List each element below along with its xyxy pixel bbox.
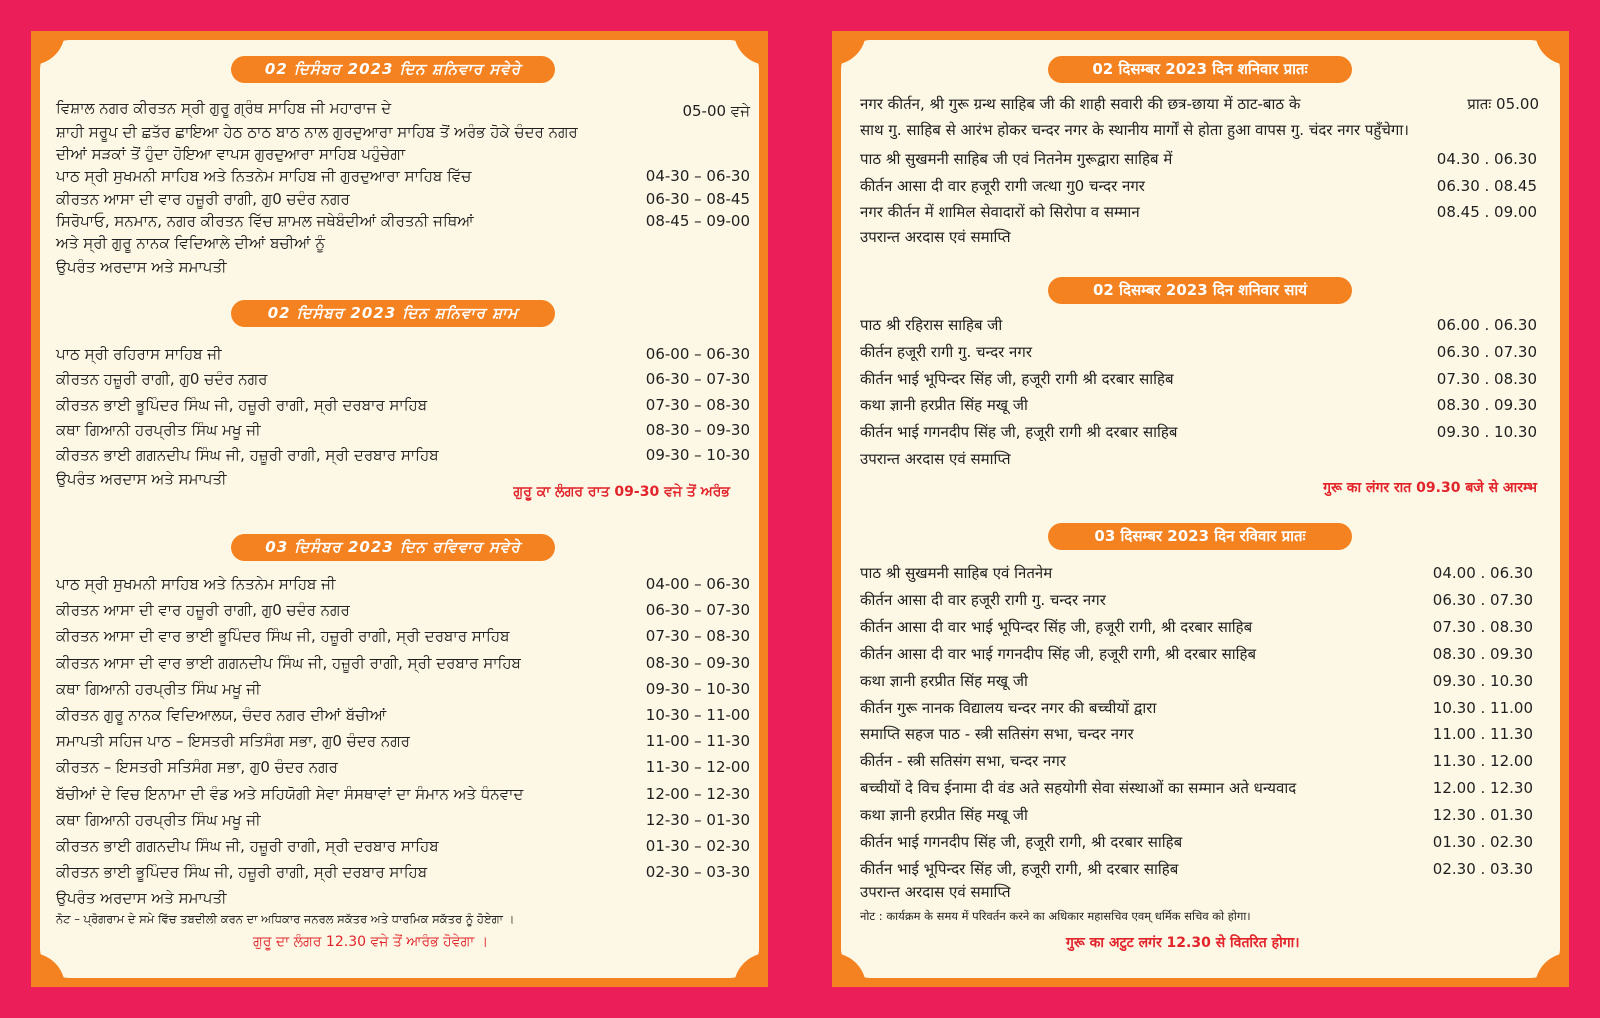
schedule-time: 02.30 . 03.30: [1432, 859, 1533, 878]
program-line: ਅਤੇ ਸ੍ਰੀ ਗੁਰੂ ਨਾਨਕ ਵਿਦਿਆਲੇ ਦੀਆਂ ਬਚੀਆਂ ਨੂੰ: [56, 234, 326, 252]
schedule-row: [56, 211, 750, 231]
schedule-row: [56, 344, 750, 364]
schedule-time: 06.30 . 08.45: [1436, 176, 1537, 195]
schedule-time: 06.30 . 07.30: [1432, 590, 1533, 609]
schedule-row: [860, 149, 1537, 169]
schedule-item: ਪਾਠ ਸ੍ਰੀ ਰਹਿਰਾਸ ਸਾਹਿਬ ਜੀ: [56, 345, 222, 363]
schedule-time: 06-00 – 06-30: [645, 345, 750, 363]
closing-line: उपरान्त अरदास एवं समाप्ति: [860, 883, 1011, 901]
schedule-item: पाठ श्री सुखमनी साहिब जी एवं नितनेम गुरूद्वारा साहिब में: [860, 150, 1173, 168]
schedule-item: ਕੀਰਤਨ ਭਾਈ ਭੂਪਿੰਦਰ ਸਿੰਘ ਜੀ, ਹਜ਼ੂਰੀ ਰਾਗੀ, ਸ੍ਰੀ ਦਰਬਾਰ ਸਾਹਿਬ: [56, 863, 428, 882]
schedule-time: 08.30 . 09.30: [1436, 396, 1537, 415]
schedule-time: 11-30 – 12-00: [645, 758, 750, 777]
schedule-time: 07.30 . 08.30: [1436, 369, 1537, 388]
schedule-item: नगर कीर्तन में शामिल सेवादारों को सिरोपा व सम्मान: [860, 203, 1140, 221]
schedule-time: 04-30 – 06-30: [645, 167, 750, 185]
schedule-row: [56, 574, 750, 594]
schedule-item: पाठ श्री सुखमनी साहिब एवं नितनेम: [860, 564, 1053, 582]
schedule-time: 11.00 . 11.30: [1432, 725, 1533, 744]
schedule-time: 08-30 – 09-30: [645, 420, 750, 439]
schedule-time: 12.00 . 12.30: [1432, 779, 1533, 798]
schedule-time: 10.30 . 11.00: [1432, 698, 1533, 717]
schedule-item: बच्चीयों दे विच ईनामा दी वंड अते सहयोगी सेवा संस्थाओं का सम्मान अते धन्यवाद: [860, 779, 1297, 798]
langar-notice: ਗੁਰੂ ਦਾ ਲੰਗਰ 12.30 ਵਜੇ ਤੋਂ ਆਰੰਭ ਹੋਵੇਗਾ ।: [253, 934, 489, 950]
schedule-row: [860, 395, 1537, 415]
schedule-item: ਕੀਰਤਨ ਭਾਈ ਗਗਨਦੀਪ ਸਿੰਘ ਜੀ, ਹਜ਼ੂਰੀ ਰਾਗੀ, ਸ੍ਰੀ ਦਰਬਾਰ ਸਾਹਿਬ: [56, 446, 439, 465]
schedule-item: ਕਥਾ ਗਿਆਨੀ ਹਰਪ੍ਰੀਤ ਸਿੰਘ ਮਖੂ ਜੀ: [56, 420, 261, 439]
schedule-row: [56, 836, 750, 856]
schedule-row: [56, 784, 750, 804]
schedule-row: [860, 751, 1533, 771]
schedule-row: [860, 778, 1533, 798]
schedule-row: [56, 679, 750, 699]
schedule-row: [860, 590, 1533, 610]
schedule-time: 06-30 – 08-45: [645, 189, 750, 208]
schedule-time: 11.30 . 12.00: [1432, 752, 1533, 771]
schedule-time: 06-30 – 07-30: [645, 370, 750, 389]
schedule-item: कथा ज्ञानी हरप्रीत सिंह मखू जी: [860, 396, 1028, 415]
schedule-row: [56, 369, 750, 389]
schedule-row: [56, 705, 750, 725]
schedule-item: ਪਾਠ ਸ੍ਰੀ ਸੁਖਮਨੀ ਸਾਹਿਬ ਅਤੇ ਨਿਤਨੇਮ ਸਾਹਿਬ ਜੀ ਗੁਰਦੁਆਰਾ ਸਾਹਿਬ ਵਿੱਚ: [56, 167, 472, 185]
schedule-time: 08.30 . 09.30: [1432, 644, 1533, 663]
schedule-row: [56, 445, 750, 465]
langar-notice: गुरू का लंगर रात 09.30 बजे से आरम्भ: [1323, 480, 1537, 496]
schedule-item: ਕੀਰਤਨ ਆਸਾ ਦੀ ਵਾਰ ਭਾਈ ਗਗਨਦੀਪ ਸਿੰਘ ਜੀ, ਹਜ਼ੂਰੀ ਰਾਗੀ, ਸ੍ਰੀ ਦਰਬਾਰ ਸਾਹਿਬ: [56, 653, 521, 672]
langar-notice: ਗੁਰੂ ਕਾ ਲੰਗਰ ਰਾਤ 09-30 ਵਜੇ ਤੋਂ ਅਰੰਭ: [513, 484, 730, 500]
schedule-row: [56, 166, 750, 186]
schedule-row: [860, 369, 1537, 389]
schedule-row: [56, 757, 750, 777]
punjabi-program-panel: [31, 31, 768, 987]
closing-line: ਉਪਰੰਤ ਅਰਦਾਸ ਅਤੇ ਸਮਾਪਤੀ: [56, 470, 227, 488]
program-time: 05-00 ਵਜੇ: [682, 102, 750, 120]
schedule-item: कथा ज्ञानी हरप्रीत सिंह मखू जी: [860, 806, 1028, 825]
schedule-item: कीर्तन आसा दी वार हजूरी रागी जत्था गु0 चन्दर नगर: [860, 176, 1145, 195]
schedule-item: ਸਿਰੋਪਾਓ, ਸਨਮਾਨ, ਨਗਰ ਕੀਰਤਨ ਵਿੱਚ ਸ਼ਾਮਲ ਜਥੇਬੰਦੀਆਂ ਕੀਰਤਨੀ ਜਥਿਆਂ: [56, 212, 474, 230]
schedule-item: कीर्तन भाई भूपिन्दर सिंह जी, हजूरी रागी, श्री दरबार साहिब: [860, 859, 1179, 878]
schedule-time: 04.00 . 06.30: [1432, 564, 1533, 582]
program-line: ਵਿਸ਼ਾਲ ਨਗਰ ਕੀਰਤਨ ਸ੍ਰੀ ਗੁਰੂ ਗ੍ਰੰਥ ਸਾਹਿਬ ਜੀ ਮਹਾਰਾਜ ਦੇ: [56, 99, 392, 117]
schedule-time: 06-30 – 07-30: [645, 601, 750, 620]
schedule-item: पाठ श्री रहिरास साहिब जी: [860, 316, 1003, 334]
schedule-time: 12-30 – 01-30: [645, 810, 750, 829]
schedule-item: कीर्तन गुरू नानक विद्यालय चन्दर नगर की बच्चीयों द्वारा: [860, 698, 1157, 717]
schedule-row: [860, 202, 1537, 222]
schedule-item: ਕੀਰਤਨ ਭਾਈ ਭੂਪਿੰਦਰ ਸਿੰਘ ਜੀ, ਹਜ਼ੂਰੀ ਰਾਗੀ, ਸ੍ਰੀ ਦਰਬਾਰ ਸਾਹਿਬ: [56, 395, 428, 414]
schedule-row: [860, 315, 1537, 335]
schedule-row: [860, 832, 1533, 852]
schedule-item: ਕੀਰਤਨ ਗੁਰੂ ਨਾਨਕ ਵਿਦਿਆਲਯ, ਚੰਦਰ ਨਗਰ ਦੀਆਂ ਬੱਚੀਆਂ: [56, 706, 387, 724]
schedule-time: 12.30 . 01.30: [1432, 806, 1533, 825]
section-title-sunday-morning: 03 ਦਿਸੰਬਰ 2023 ਦਿਨ ਰਵਿਵਾਰ ਸਵੇਰੇ: [231, 534, 555, 561]
section-title-saturday-evening: 02 दिसम्बर 2023 दिन शनिवार सायं: [1048, 277, 1352, 304]
schedule-time: 09-30 – 10-30: [645, 446, 750, 465]
schedule-time: 07.30 . 08.30: [1432, 617, 1533, 636]
schedule-item: ਕਥਾ ਗਿਆਨੀ ਹਰਪ੍ਰੀਤ ਸਿੰਘ ਮਖੂ ਜੀ: [56, 810, 261, 829]
schedule-row: [56, 600, 750, 620]
schedule-row: [860, 698, 1533, 718]
schedule-row: [860, 644, 1533, 664]
schedule-item: ਕਥਾ ਗਿਆਨੀ ਹਰਪ੍ਰੀਤ ਸਿੰਘ ਮਖੂ ਜੀ: [56, 679, 261, 698]
hindi-program-panel: [832, 31, 1569, 987]
schedule-row: [860, 176, 1537, 196]
schedule-row: [56, 626, 750, 646]
schedule-time: 04.30 . 06.30: [1436, 150, 1537, 168]
schedule-time: 11-00 – 11-30: [645, 732, 750, 751]
schedule-row: [860, 563, 1533, 583]
schedule-item: कीर्तन आसा दी वार भाई भूपिन्दर सिंह जी, हजूरी रागी, श्री दरबार साहिब: [860, 617, 1253, 636]
program-line: नगर कीर्तन, श्री गुरू ग्रन्थ साहिब जी की शाही सवारी की छत्र-छाया में ठाट-बाठ के: [860, 95, 1301, 113]
schedule-time: 07-30 – 08-30: [645, 395, 750, 414]
schedule-time: 09.30 . 10.30: [1432, 671, 1533, 690]
schedule-time: 01.30 . 02.30: [1432, 833, 1533, 851]
schedule-time: 04-00 – 06-30: [645, 575, 750, 593]
schedule-row: [56, 810, 750, 830]
schedule-row: [860, 342, 1537, 362]
schedule-row: [56, 189, 750, 209]
schedule-row: [860, 671, 1533, 691]
langar-notice: गुरू का अटुट लगंर 12.30 से वितरित होगा।: [1066, 935, 1300, 951]
schedule-item: कथा ज्ञानी हरप्रीत सिंह मखू जी: [860, 671, 1028, 690]
section-title-saturday-evening: 02 ਦਿਸੰਬਰ 2023 ਦਿਨ ਸ਼ਨਿਵਾਰ ਸ਼ਾਮ: [231, 300, 555, 327]
schedule-row: [860, 422, 1537, 442]
schedule-time: 02-30 – 03-30: [645, 863, 750, 882]
schedule-item: कीर्तन हजूरी रागी गु. चन्दर नगर: [860, 342, 1032, 361]
section-title-sunday-morning: 03 दिसम्बर 2023 दिन रविवार प्रातः: [1048, 523, 1352, 550]
program-line: साथ गु. साहिब से आरंभ होकर चन्दर नगर के स्थानीय मार्गों से होता हुआ वापस गु. चंदर नगर पहुँचेगा।: [860, 121, 1409, 139]
schedule-item: ਕੀਰਤਨ ਆਸਾ ਦੀ ਵਾਰ ਹਜ਼ੂਰੀ ਰਾਗੀ, ਗੁ0 ਚਦੰਰ ਨਗਰ: [56, 601, 350, 620]
program-line: ਦੀਆਂ ਸੜਕਾਂ ਤੋਂ ਹੁੰਦਾ ਹੋਇਆ ਵਾਪਸ ਗੁਰਦੁਆਰਾ ਸਾਹਿਬ ਪਹੁੰਚੇਗਾ: [56, 145, 406, 163]
schedule-item: कीर्तन भाई गगनदीप सिंह जी, हजूरी रागी, श्री दरबार साहिब: [860, 833, 1183, 851]
schedule-item: कीर्तन आसा दी वार हजूरी रागी गु. चन्दर नगर: [860, 590, 1106, 609]
schedule-row: [56, 420, 750, 440]
program-time: प्रातः 05.00: [1467, 95, 1539, 113]
schedule-item: कीर्तन भाई गगनदीप सिंह जी, हजूरी रागी श्री दरबार साहिब: [860, 423, 1178, 442]
section-title-saturday-morning: 02 ਦਿਸੰਬਰ 2023 ਦਿਨ ਸ਼ਨਿਵਾਰ ਸਵੇਰੇ: [231, 56, 555, 83]
schedule-item: ਕੀਰਤਨ ਆਸਾ ਦੀ ਵਾਰ ਹਜ਼ੂਰੀ ਰਾਗੀ, ਗੁ0 ਚਦੰਰ ਨਗਰ: [56, 189, 350, 208]
schedule-item: ਕੀਰਤਨ ਭਾਈ ਗਗਨਦੀਪ ਸਿੰਘ ਜੀ, ਹਜ਼ੂਰੀ ਰਾਗੀ, ਸ੍ਰੀ ਦਰਬਾਰ ਸਾਹਿਬ: [56, 837, 439, 855]
schedule-time: 06.30 . 07.30: [1436, 342, 1537, 361]
schedule-item: ਪਾਠ ਸ੍ਰੀ ਸੁਖਮਨੀ ਸਾਹਿਬ ਅਤੇ ਨਿਤਨੇਮ ਸਾਹਿਬ ਜੀ: [56, 575, 336, 593]
program-note: ਨੋਟ – ਪ੍ਰੋਗਰਾਮ ਦੇ ਸਮੇ ਵਿੱਚ ਤਬਦੀਲੀ ਕਰਨ ਦਾ ਅਧਿਕਾਰ ਜਨਰਲ ਸਕੱਤਰ ਅਤੇ ਧਾਰਮਿਕ ਸਕੱਤਰ ਨੂੰ ਹੋਏਗਾ ।: [56, 912, 515, 926]
schedule-row: [56, 731, 750, 751]
schedule-time: 06.00 . 06.30: [1436, 316, 1537, 334]
schedule-row: [56, 653, 750, 673]
schedule-item: ਕੀਰਤਨ – ਇਸਤਰੀ ਸਤਿਸੰਗ ਸਭਾ, ਗੁ0 ਚੰਦਰ ਨਗਰ: [56, 758, 338, 777]
schedule-row: [860, 724, 1533, 744]
schedule-row: [860, 859, 1533, 879]
schedule-item: ਸਮਾਪਤੀ ਸਹਿਜ ਪਾਠ – ਇਸਤਰੀ ਸਤਿਸੰਗ ਸਭਾ, ਗੁ0 ਚੰਦਰ ਨਗਰ: [56, 732, 410, 751]
schedule-row: [860, 617, 1533, 637]
schedule-row: [56, 862, 750, 882]
schedule-item: समाप्ति सहज पाठ - स्त्री सतिसंग सभा, चन्दर नगर: [860, 725, 1134, 744]
schedule-item: ਬੱਚੀਆਂ ਦੇ ਵਿਚ ਇਨਾਮਾ ਦੀ ਵੰਡ ਅਤੇ ਸਹਿਯੋਗੀ ਸੇਵਾ ਸੰਸਥਾਵਾਂ ਦਾ ਸੰਮਾਨ ਅਤੇ ਧੰਨਵਾਦ: [56, 784, 524, 803]
closing-line: उपरान्त अरदास एवं समाप्ति: [860, 450, 1011, 468]
closing-line: ਉਪਰੰਤ ਅਰਦਾਸ ਅਤੇ ਸਮਾਪਤੀ: [56, 258, 227, 276]
schedule-time: 01-30 – 02-30: [645, 837, 750, 855]
section-title-saturday-morning: 02 दिसम्बर 2023 दिन शनिवार प्रातः: [1048, 56, 1352, 83]
schedule-item: कीर्तन भाई भूपिन्दर सिंह जी, हजूरी रागी श्री दरबार साहिब: [860, 369, 1174, 388]
schedule-time: 08-30 – 09-30: [645, 653, 750, 672]
schedule-time: 12-00 – 12-30: [645, 784, 750, 803]
schedule-time: 08-45 – 09-00: [645, 212, 750, 230]
closing-line: उपरान्त अरदास एवं समाप्ति: [860, 228, 1011, 246]
schedule-time: 10-30 – 11-00: [645, 706, 750, 724]
schedule-item: कीर्तन - स्त्री सतिसंग सभा, चन्दर नगर: [860, 752, 1066, 771]
schedule-row: [860, 805, 1533, 825]
schedule-item: ਕੀਰਤਨ ਹਜ਼ੂਰੀ ਰਾਗੀ, ਗੁ0 ਚਦੰਰ ਨਗਰ: [56, 370, 268, 389]
schedule-time: 08.45 . 09.00: [1436, 203, 1537, 221]
program-line: ਸ਼ਾਹੀ ਸਰੂਪ ਦੀ ਛਤੱਰ ਛਾਇਆ ਹੇਠ ਠਾਠ ਬਾਠ ਨਾਲ ਗੁਰਦੁਆਰਾ ਸਾਹਿਬ ਤੋਂ ਅਰੰਭ ਹੋਕੇ ਚੰਦਰ ਨਗਰ: [56, 123, 578, 141]
schedule-time: 07-30 – 08-30: [645, 627, 750, 646]
closing-line: ਉਪਰੰਤ ਅਰਦਾਸ ਅਤੇ ਸਮਾਪਤੀ: [56, 889, 227, 907]
schedule-time: 09.30 . 10.30: [1436, 423, 1537, 442]
program-note: नोट : कार्यक्रम के समय में परिवर्तन करने का अधिकार महासचिव एवम् धर्मिक सचिव को होगा।: [860, 909, 1251, 923]
schedule-row: [56, 395, 750, 415]
schedule-item: ਕੀਰਤਨ ਆਸਾ ਦੀ ਵਾਰ ਭਾਈ ਭੂਪਿੰਦਰ ਸਿੰਘ ਜੀ, ਹਜ਼ੂਰੀ ਰਾਗੀ, ਸ੍ਰੀ ਦਰਬਾਰ ਸਾਹਿਬ: [56, 627, 510, 646]
schedule-item: कीर्तन आसा दी वार भाई गगनदीप सिंह जी, हजूरी रागी, श्री दरबार साहिब: [860, 644, 1257, 663]
schedule-time: 09-30 – 10-30: [645, 679, 750, 698]
